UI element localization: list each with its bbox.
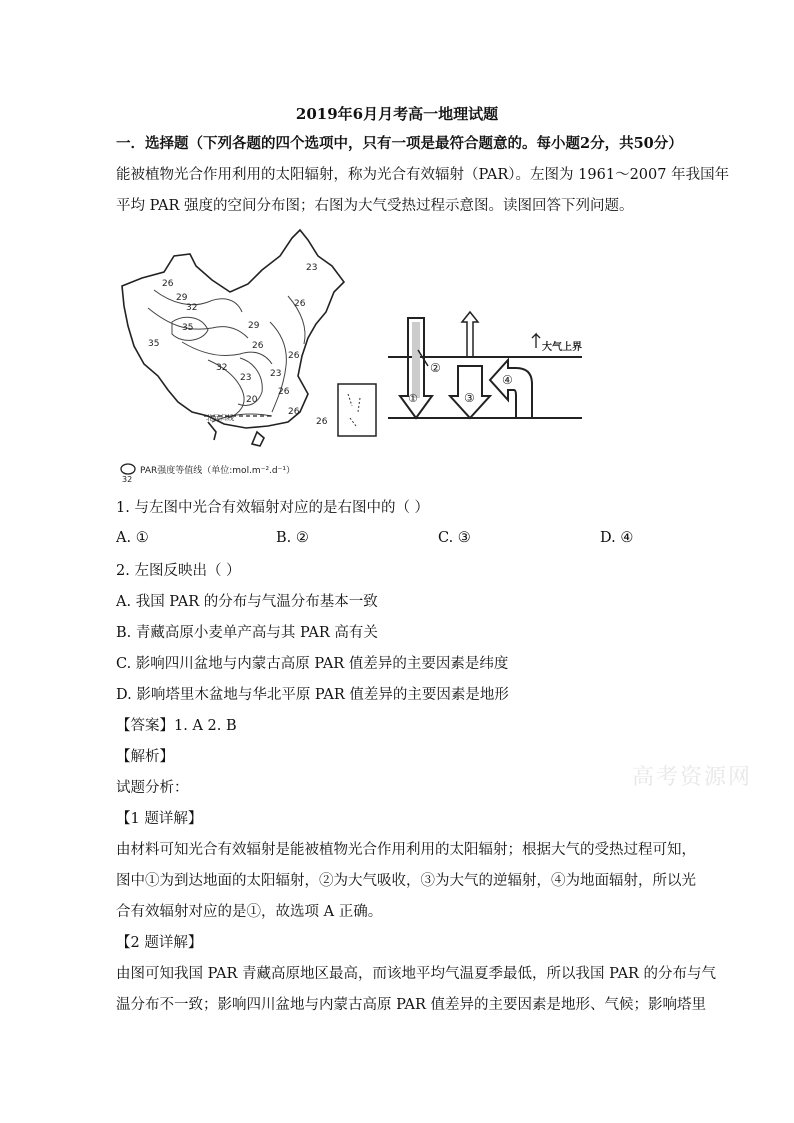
detail2-line-1: 由图可知我国 PAR 青藏高原地区最高，而该地平均气温夏季最低，所以我国 PAR 的分布与气: [116, 966, 717, 982]
legend-text: PAR强度等值线（单位:mol.m⁻².d⁻¹）: [140, 466, 295, 476]
q2-option-a: A. 我国 PAR 的分布与气温分布基本一致: [116, 594, 378, 610]
q1-option-c: C. ③: [438, 530, 471, 546]
section-heading: 一．选择题（下列各题的四个选项中，只有一项是最符合题意的。每小题2分，共50分）: [116, 135, 683, 152]
q2-option-c: C. 影响四川盆地与内蒙古高原 PAR 值差异的主要因素是纬度: [116, 656, 509, 672]
detail2-line-2: 温分布不一致；影响四川盆地与内蒙古高原 PAR 值差异的主要因素是地形、气候；影响塔里: [116, 997, 707, 1013]
intro-line-2: 平均 PAR 强度的空间分布图；右图为大气受热过程示意图。读图回答下列问题。: [116, 198, 634, 214]
map-label: 32: [186, 303, 198, 313]
q1-stem: 1. 与左图中光合有效辐射对应的是右图中的（ ）: [116, 500, 430, 516]
q2-option-b: B. 青藏高原小麦单产高与其 PAR 高有关: [116, 625, 378, 641]
q2-stem: 2. 左图反映出（ ）: [116, 563, 241, 579]
analysis-sub: 试题分析：: [116, 780, 189, 796]
detail1-line-3: 合有效辐射对应的是①，故选项 A 正确。: [116, 904, 383, 920]
map-label: 26: [316, 417, 328, 427]
legend-symbol-icon: [121, 464, 135, 474]
map-label: 20: [246, 395, 258, 405]
arrow-ground-radiation: [490, 360, 532, 418]
q1-option-b: B. ②: [276, 530, 309, 546]
analysis-label: 【解析】: [116, 749, 174, 765]
legend-symbol-value: 32: [122, 475, 133, 484]
detail1-line-1: 由材料可知光合有效辐射是能被植物光合作用利用的太阳辐射；根据大气的受热过程可知，: [116, 842, 696, 858]
map-label: 23: [240, 373, 252, 383]
map-label: 26: [162, 279, 174, 289]
map-label: 23: [270, 369, 282, 379]
intro-line-1: 能被植物光合作用利用的太阳辐射，称为光合有效辐射（PAR）。左图为 1961～2007 年我国年: [116, 167, 730, 183]
map-label: 26: [294, 299, 306, 309]
map-isolines: [148, 290, 305, 422]
figure-svg: [112, 226, 592, 484]
map-label: 29: [176, 293, 188, 303]
atmosphere-top-label: 大气上界: [542, 342, 582, 353]
map-label: 35: [182, 323, 194, 333]
answer-line: 【答案】1. A 2. B: [116, 718, 237, 734]
watermark: 高考资源网: [632, 765, 753, 790]
figure-par-map-and-atmosphere: [112, 226, 592, 484]
page-title: 2019年6月月考高一地理试题: [295, 105, 499, 123]
circle-label-2: ②: [430, 361, 441, 375]
circle-label-3: ③: [464, 391, 475, 405]
tropic-label: 北回归线: [206, 414, 234, 422]
map-label: 26: [278, 387, 290, 397]
map-label: 32: [216, 363, 228, 373]
detail1-line-2: 图中①为到达地面的太阳辐射，②为大气吸收，③为大气的逆辐射，④为地面辐射，所以光: [116, 873, 696, 889]
circle-label-4: ④: [502, 373, 513, 387]
q1-option-a: A. ①: [116, 530, 149, 546]
detail2-label: 【2 题详解】: [116, 935, 203, 951]
circle-label-1: ①: [408, 392, 418, 405]
map-label: 23: [306, 263, 318, 273]
map-label: 26: [288, 351, 300, 361]
detail1-label: 【1 题详解】: [116, 811, 203, 827]
hainan-island: [252, 432, 264, 446]
map-label: 26: [288, 407, 300, 417]
map-label: 29: [248, 321, 260, 331]
arrow-up: [462, 312, 478, 357]
q2-option-d: D. 影响塔里木盆地与华北平原 PAR 值差异的主要因素是地形: [116, 687, 509, 703]
map-label: 35: [148, 339, 160, 349]
south-sea-inset: [338, 384, 376, 436]
atmosphere-diagram: [388, 312, 582, 418]
q1-option-d: D. ④: [600, 530, 634, 546]
map-label: 26: [252, 341, 264, 351]
